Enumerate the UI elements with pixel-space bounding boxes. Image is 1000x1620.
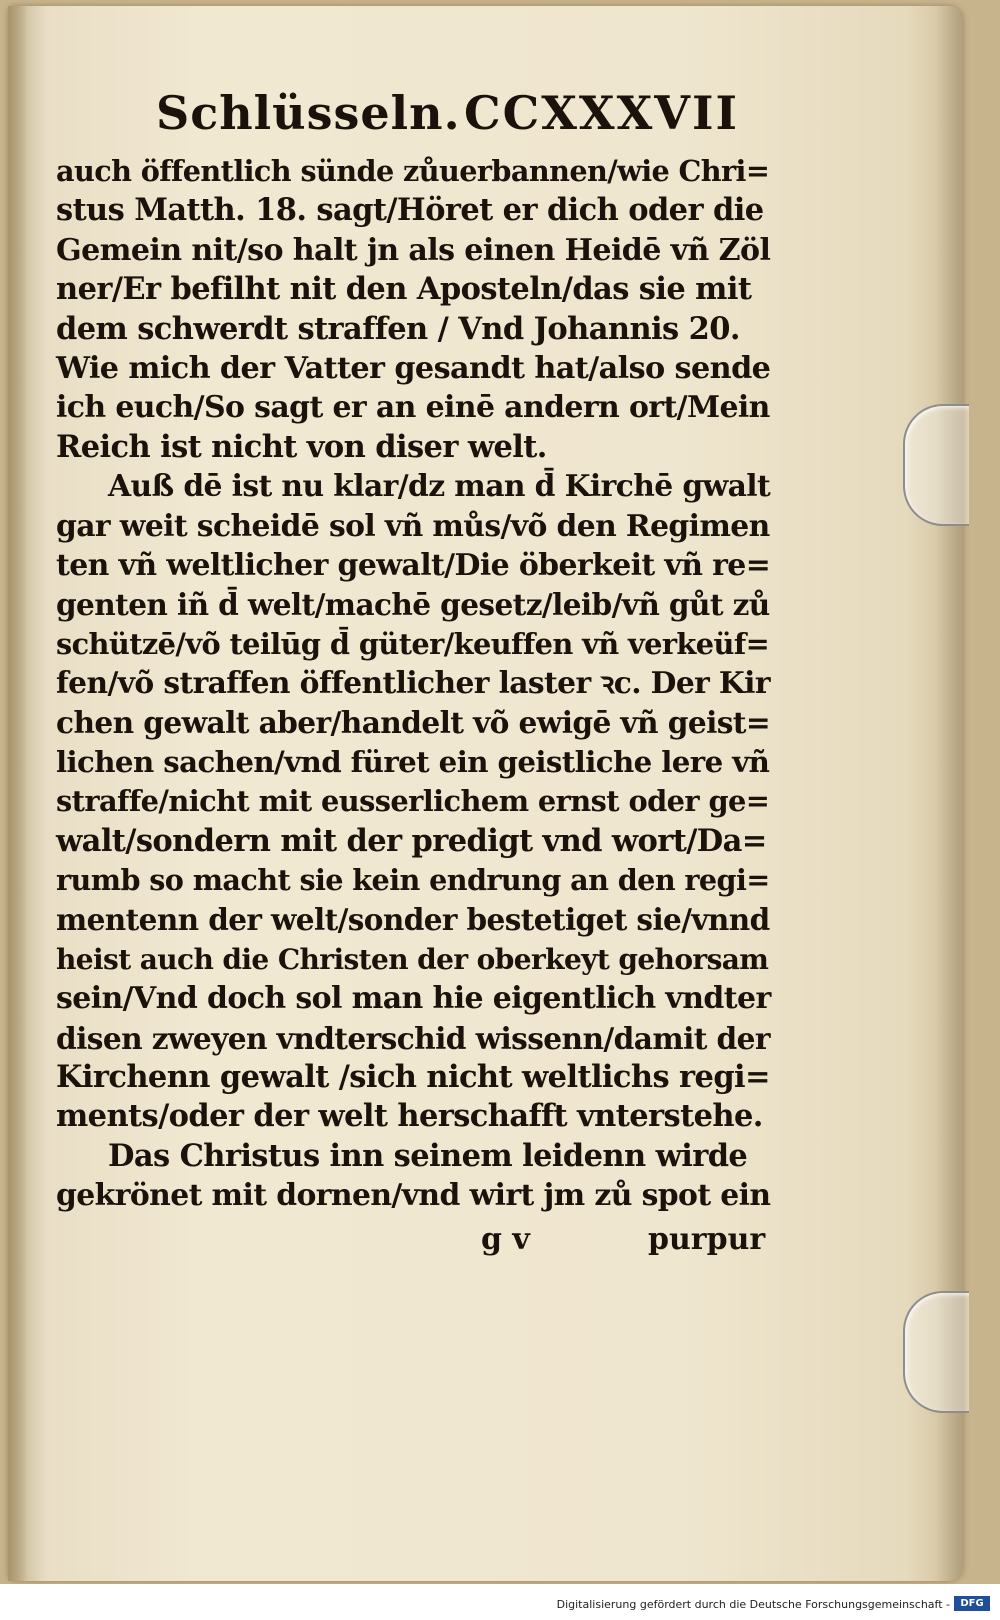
text-line: auch öffentlich sünde zůuerbannen/wie Chri=: [56, 154, 770, 188]
text-line: rumb so macht sie kein endrung an den regi=: [56, 863, 770, 898]
book-page: [8, 6, 963, 1581]
text-line: heist auch die Christen der oberkeyt gehorsam: [56, 942, 769, 976]
text-line: ments/oder der welt herschafft vnterstehe.: [56, 1098, 763, 1135]
text-line: ich euch/So sagt er an einē andern ort/Mein: [56, 390, 770, 426]
text-line: stus Matth. 18. sagt/Höret er dich oder die: [56, 192, 764, 229]
text-line: gekrönet mit dornen/vnd wirt jm zů spot ein: [56, 1178, 771, 1214]
paragraph-start-line: Auß dē ist nu klar/dz man d̄ Kirchē gwalt: [108, 469, 771, 505]
text-line: lichen sachen/vnd füret ein geistliche lere vñ: [56, 744, 770, 779]
dfg-logo: DFG: [954, 1596, 990, 1611]
plastic-clip-bottom: [903, 1291, 969, 1413]
plastic-clip-top: [903, 404, 969, 526]
catchline: [56, 1222, 771, 1262]
text-line: Gemein nit/so halt jn als einen Heidē vñ Zöl: [56, 232, 771, 268]
text-block: [56, 86, 771, 1262]
folio-number: CCXXXVII: [464, 86, 740, 140]
text-line: walt/sondern mit der predigt vnd wort/Da=: [56, 822, 767, 859]
text-line: Wie mich der Vatter gesandt hat/also sende: [56, 350, 771, 386]
text-line: Reich ist nicht von diser welt.: [56, 428, 547, 465]
page-gutter-shadow: [8, 6, 28, 1581]
running-head: [56, 86, 771, 148]
text-line: ner/Er befilht nit den Aposteln/das sie mit: [56, 271, 752, 308]
text-line: fen/võ straffen öffentlicher laster ꝛc. Der Kir: [56, 666, 770, 702]
digitization-footer: [0, 1584, 1000, 1620]
text-line: dem schwerdt straffen / Vnd Johannis 20.: [56, 310, 740, 347]
text-line: ten vñ weltlicher gewalt/Die öberkeit vñ re=: [56, 547, 771, 583]
text-line: sein/Vnd doch sol man hie eigentlich vndter: [56, 981, 771, 1017]
text-line: schützē/võ teilūg d̄ güter/keuffen vñ verkeüf=: [56, 626, 770, 661]
text-line: straffe/nicht mit eusserlichem ernst oder ge=: [56, 784, 770, 819]
signature-mark: g v: [481, 1221, 530, 1257]
funding-credit: Digitalisierung gefördert durch die Deutsche Forschungsgemeinschaft -: [556, 1598, 950, 1611]
paragraph-start-line: Das Christus inn seinem leidenn wirde: [108, 1137, 748, 1174]
catchword: purpur: [648, 1221, 766, 1257]
text-line: genten iñ d̄ welt/machē gesetz/leib/vñ gůt zů: [56, 587, 770, 623]
text-line: Kirchenn gewalt /sich nicht weltlichs regi=: [56, 1058, 770, 1095]
running-head-title: Schlüsseln.: [156, 86, 461, 140]
text-line: disen zweyen vndterschid wissenn/damit der: [56, 1020, 770, 1056]
text-line: chen gewalt aber/handelt võ ewigē vñ geist=: [56, 705, 771, 741]
text-line: mentenn der welt/sonder bestetiget sie/vnnd: [56, 902, 770, 938]
text-line: gar weit scheidē sol vñ můs/võ den Regimen: [56, 508, 770, 544]
